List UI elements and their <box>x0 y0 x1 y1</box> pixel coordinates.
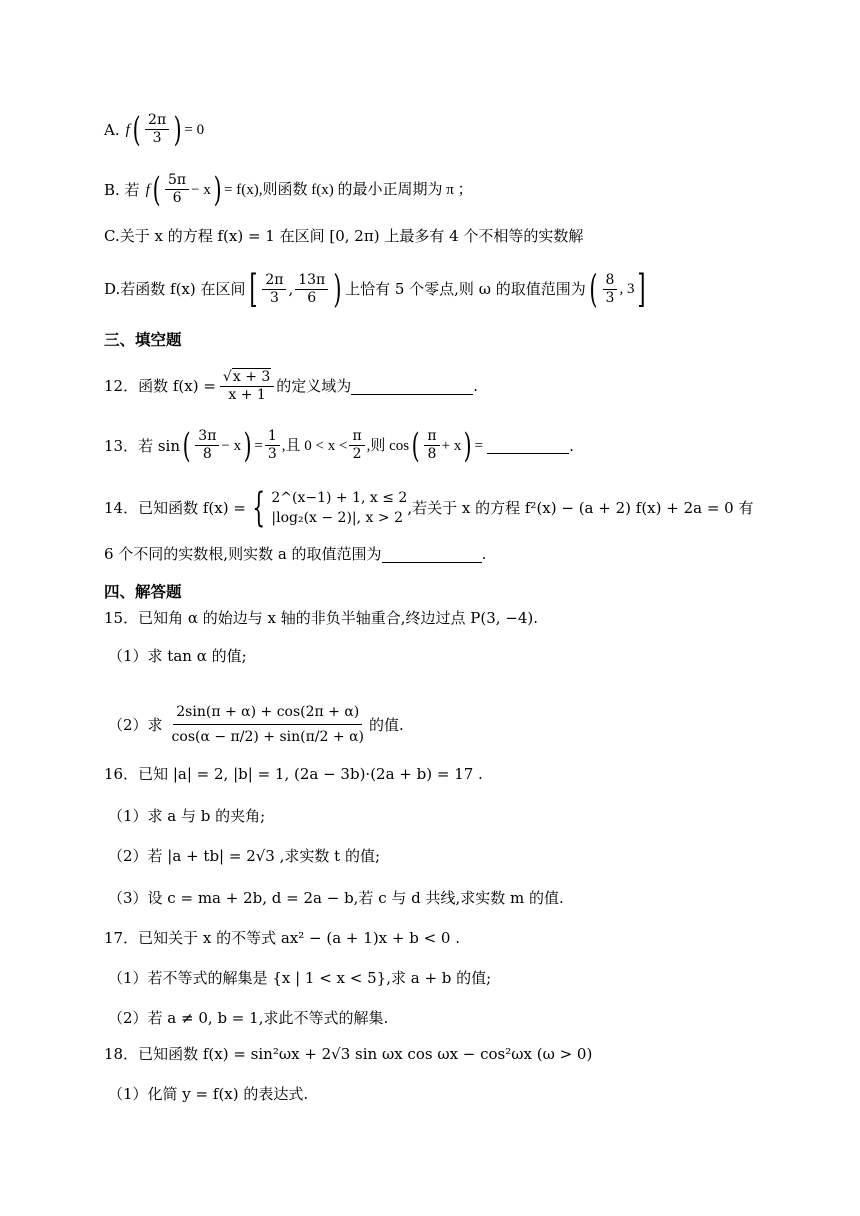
fraction: $\frac{2\pi}{3}$ <box>145 112 169 147</box>
answer-blank[interactable] <box>487 437 569 454</box>
answer-blank[interactable] <box>382 546 482 563</box>
question-12: 12．函数 f(x) = √ x + 3 x + 1 的定义域为 . <box>104 369 479 403</box>
option-a: A. f ( $\frac{2\pi}{3}$ ) = 0 <box>104 109 205 150</box>
question-17-part1: （1）若不等式的解集是 {x | 1 < x < 5},求 a + b 的值; <box>108 969 492 987</box>
option-d-mid: 上恰有 5 个零点,则 ω 的取值范围为 <box>345 280 586 298</box>
question-18: 18．已知函数 f(x) = sin²ωx + 2√3 sin ωx cos ωx − cos²ωx (ω > 0) <box>104 1045 593 1063</box>
question-13: 13．若 sin ( $\frac{3\pi}{8}$ − x ) = $\frac{1}{3}$ ,且 0 < x < $\frac{\pi}{2}$ ,则 cos ( $\frac{\pi}{8}$ + x ) = . <box>104 425 574 466</box>
option-d-pre: D.若函数 f(x) 在区间 <box>104 280 246 298</box>
section-3-heading: 三、填空题 <box>104 331 182 349</box>
question-16-part1: （1）求 a 与 b 的夹角; <box>108 807 266 825</box>
question-16: 16．已知 |a| = 2, |b| = 1, (2a − 3b)·(2a + b) = 17 . <box>104 765 483 783</box>
section-4-heading: 四、解答题 <box>104 583 182 601</box>
fraction: $\frac{5\pi}{6}$ <box>165 172 189 207</box>
answer-blank[interactable] <box>351 378 473 395</box>
option-a-label: A. <box>104 120 120 139</box>
question-16-part3: （3）设 c = ma + 2b, d = 2a − b,若 c 与 d 共线,求实数 m 的值. <box>108 889 564 907</box>
option-b-label: B. 若 <box>104 180 140 199</box>
option-b-tail: = f(x),则函数 f(x) 的最小正周期为 π ； <box>224 181 473 198</box>
question-16-part2: （2）若 |a + tb| = 2√3 ,求实数 t 的值; <box>108 847 381 865</box>
option-c: C.关于 x 的方程 f(x) = 1 在区间 [0, 2π) 上最多有 4 个不相等的实数解 <box>104 227 584 245</box>
question-14: 14．已知函数 f(x) = { 2^(x−1) + 1, x ≤ 2 |log₂(x − 2)|, x > 2 ,若关于 x 的方程 f²(x) − (a + 2) f(x) + 2a = 0 有 <box>104 485 754 531</box>
question-15-part2: （2）求 $\frac{2\sin(\pi + \alpha) + \cos(2\pi + \alpha)}{\cos(\alpha - \pi/2) + \sin(\pi/2 + \alpha)}$ 的值. <box>108 700 404 749</box>
question-15-part1: （1）求 tan α 的值; <box>108 647 247 665</box>
option-b: B. 若 f ( $\frac{5\pi}{6}$ − x ) = f(x),则函数 f(x) 的最小正周期为 π ； <box>104 169 473 210</box>
question-14-line2: 6 个不同的实数根,则实数 a 的取值范围为 . <box>104 545 487 563</box>
question-17: 17．已知关于 x 的不等式 ax² − (a + 1)x + b < 0 . <box>104 929 461 947</box>
question-18-part1: （1）化简 y = f(x) 的表达式. <box>108 1085 309 1103</box>
option-d: D.若函数 f(x) 在区间 [ $\frac{2\pi}{3}$ , $\frac{13\pi}{6}$ ) 上恰有 5 个零点,则 ω 的取值范围为 ( $\frac{8}{3}$ , 3 ] <box>104 267 646 311</box>
question-17-part2: （2）若 a ≠ 0, b = 1,求此不等式的解集. <box>108 1009 389 1027</box>
option-a-tail: = 0 <box>184 121 205 138</box>
question-15: 15．已知角 α 的始边与 x 轴的非负半轴重合,终边过点 P(3, −4). <box>104 609 539 627</box>
